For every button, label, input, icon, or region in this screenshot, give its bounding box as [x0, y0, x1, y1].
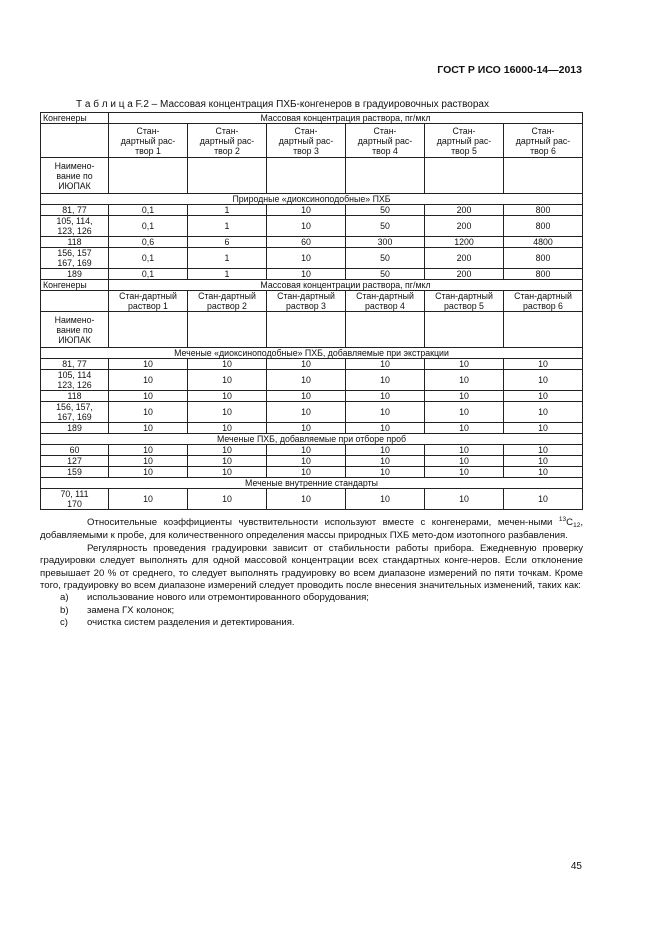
- congener-label: 81, 77: [41, 359, 109, 370]
- iupac-name-label: Наимено- вание по ИЮПАК: [41, 158, 109, 194]
- concentration-value: 10: [425, 467, 504, 478]
- congeners-header: Конгенеры: [41, 280, 109, 291]
- concentration-value: 10: [504, 489, 583, 510]
- page-number: 45: [570, 861, 582, 872]
- congener-label: 127: [41, 456, 109, 467]
- concentration-value: 200: [425, 205, 504, 216]
- concentration-value: 10: [504, 391, 583, 402]
- concentration-value: 10: [188, 456, 267, 467]
- concentration-value: 10: [109, 489, 188, 510]
- column-header-row: [41, 124, 583, 158]
- concentration-value: 10: [109, 370, 188, 391]
- list-marker: a): [60, 592, 69, 604]
- standard-solution-header: Стан-дартный раствор 1: [109, 291, 188, 312]
- concentration-value: 10: [425, 359, 504, 370]
- empty-cell: [504, 312, 583, 348]
- concentration-value: 10: [504, 359, 583, 370]
- iupac-row: [41, 158, 583, 194]
- concentration-value: 10: [109, 456, 188, 467]
- change-list: [40, 592, 583, 629]
- body-text: [40, 517, 583, 630]
- concentration-value: 10: [425, 370, 504, 391]
- table-row: [41, 467, 583, 478]
- concentration-value: 10: [504, 445, 583, 456]
- standard-solution-header: Стан-дартный раствор 4: [346, 291, 425, 312]
- concentration-value: 10: [346, 402, 425, 423]
- concentration-value: 10: [504, 423, 583, 434]
- congener-label: 118: [41, 237, 109, 248]
- concentration-value: 10: [267, 467, 346, 478]
- concentration-value: 60: [267, 237, 346, 248]
- concentration-value: 10: [188, 423, 267, 434]
- concentration-value: 10: [346, 445, 425, 456]
- concentration-value: 10: [267, 423, 346, 434]
- standard-solution-header: Стан-дартный раствор 2: [188, 291, 267, 312]
- congener-label: 156, 157, 167, 169: [41, 402, 109, 423]
- concentration-value: 1: [188, 216, 267, 237]
- concentration-value: 10: [109, 359, 188, 370]
- table-row: [41, 248, 583, 269]
- concentration-value: 50: [346, 216, 425, 237]
- concentration-value: 10: [188, 467, 267, 478]
- standard-solution-header: Стан- дартный рас- твор 3: [267, 124, 346, 158]
- standard-solution-header: Стан-дартный раствор 5: [425, 291, 504, 312]
- concentration-value: 10: [109, 402, 188, 423]
- concentration-value: 10: [425, 423, 504, 434]
- concentration-value: 800: [504, 205, 583, 216]
- empty-cell: [425, 158, 504, 194]
- concentration-value: 10: [267, 489, 346, 510]
- concentration-value: 10: [504, 370, 583, 391]
- empty-cell: [188, 312, 267, 348]
- congener-label: 156, 157 167, 169: [41, 248, 109, 269]
- column-header-row: [41, 291, 583, 312]
- section-row: [41, 434, 583, 445]
- standard-solution-header: Стан-дартный раствор 3: [267, 291, 346, 312]
- concentration-value: 10: [425, 402, 504, 423]
- standard-solution-header: Стан-дартный раствор 6: [504, 291, 583, 312]
- paragraph-1: Относительные коэффициенты чувствительности используют вместе с конгенерами, мечен-ными $^{13}С_{12}$, добавляемыми к пробе, для количественного определения массы природных ПХБ мето-дом изотопного разбавления.: [40, 516, 583, 542]
- concentration-value: 10: [346, 359, 425, 370]
- blank-header-cell: [41, 291, 109, 312]
- concentration-value: 1: [188, 269, 267, 280]
- section-title: Меченые «диоксиноподобные» ПХБ, добавляемые при экстракции: [41, 348, 583, 359]
- concentration-value: 10: [188, 370, 267, 391]
- concentration-group-header: Массовая концентрация раствора, пг/мкл: [109, 113, 583, 124]
- empty-cell: [109, 312, 188, 348]
- table-row: [41, 423, 583, 434]
- concentration-value: 200: [425, 248, 504, 269]
- concentration-value: 10: [109, 467, 188, 478]
- concentration-value: 1200: [425, 237, 504, 248]
- concentration-value: 10: [267, 370, 346, 391]
- concentration-value: 10: [346, 391, 425, 402]
- section-row: [41, 478, 583, 489]
- iupac-name-label: Наимено- вание по ИЮПАК: [41, 312, 109, 348]
- concentration-value: 10: [425, 456, 504, 467]
- table-row: [41, 216, 583, 237]
- concentration-value: 10: [267, 359, 346, 370]
- concentration-value: 0,1: [109, 216, 188, 237]
- concentration-value: 10: [188, 359, 267, 370]
- table-row: [41, 359, 583, 370]
- congener-label: 189: [41, 269, 109, 280]
- concentration-value: 10: [425, 391, 504, 402]
- concentration-value: 10: [109, 423, 188, 434]
- concentration-value: 10: [188, 489, 267, 510]
- table-row: [41, 489, 583, 510]
- empty-cell: [267, 158, 346, 194]
- concentration-value: 50: [346, 205, 425, 216]
- concentration-value: 300: [346, 237, 425, 248]
- standard-solution-header: Стан- дартный рас- твор 6: [504, 124, 583, 158]
- standard-solution-header: Стан- дартный рас- твор 4: [346, 124, 425, 158]
- concentration-value: 0,6: [109, 237, 188, 248]
- concentration-group-header: Массовая концентрации раствора, пг/мкл: [109, 280, 583, 291]
- empty-cell: [346, 312, 425, 348]
- standard-solution-header: Стан- дартный рас- твор 2: [188, 124, 267, 158]
- congener-label: 105, 114, 123, 126: [41, 216, 109, 237]
- concentration-value: 10: [267, 391, 346, 402]
- concentration-value: 200: [425, 269, 504, 280]
- list-marker: b): [60, 604, 69, 616]
- concentration-value: 10: [267, 248, 346, 269]
- table-row: [41, 456, 583, 467]
- iupac-row: [41, 312, 583, 348]
- list-text: очистка систем разделения и детектирования.: [87, 617, 295, 629]
- congener-label: 189: [41, 423, 109, 434]
- list-item: [40, 605, 583, 617]
- section-title: Меченые внутренние стандарты: [41, 478, 583, 489]
- concentration-value: 10: [267, 269, 346, 280]
- empty-cell: [425, 312, 504, 348]
- standard-solution-header: Стан- дартный рас- твор 1: [109, 124, 188, 158]
- concentration-value: 10: [504, 467, 583, 478]
- congener-label: 105, 114 123, 126: [41, 370, 109, 391]
- table-row: [41, 205, 583, 216]
- standard-solution-header: Стан- дартный рас- твор 5: [425, 124, 504, 158]
- table-row: [41, 269, 583, 280]
- concentration-value: 50: [346, 248, 425, 269]
- section-title: Меченые ПХБ, добавляемые при отборе проб: [41, 434, 583, 445]
- section-row: [41, 348, 583, 359]
- concentration-value: 6: [188, 237, 267, 248]
- document-code: ГОСТ Р ИСО 16000-14—2013: [437, 64, 582, 76]
- concentration-value: 10: [267, 216, 346, 237]
- concentration-value: 10: [267, 445, 346, 456]
- concentration-value: 10: [267, 456, 346, 467]
- congener-label: 159: [41, 467, 109, 478]
- table-row: [41, 370, 583, 391]
- table-caption: Т а б л и ц а F.2 – Массовая концентрация ПХБ-конгенеров в градуировочных растворах: [76, 99, 489, 110]
- congener-label: 60: [41, 445, 109, 456]
- concentration-value: 800: [504, 269, 583, 280]
- list-text: замена ГХ колонок;: [87, 604, 175, 616]
- list-text: использование нового или отремонтированного оборудования;: [87, 592, 369, 604]
- section-row: [41, 194, 583, 205]
- congeners-header: Конгенеры: [41, 113, 109, 124]
- paragraph-2: Регулярность проведения градуировки зависит от стабильности работы прибора. Ежедневную проверку градуировки следует выполнять для одной массовой концентрации всех стандартных конге-неров. Если отклонение превышает 20 % от среднего, то следует выполнять градуировку во всем диапазоне измерений по пяти точкам. Кроме того, градуировку во всем диапазоне измерений следует проводить после внесения значительных изменений, таких как:: [40, 542, 583, 592]
- concentration-value: 0,1: [109, 205, 188, 216]
- concentration-value: 10: [346, 489, 425, 510]
- concentration-value: 10: [109, 391, 188, 402]
- concentration-value: 4800: [504, 237, 583, 248]
- concentration-value: 10: [346, 467, 425, 478]
- congener-label: 70, 111 170: [41, 489, 109, 510]
- concentration-value: 10: [188, 391, 267, 402]
- concentration-value: 10: [346, 423, 425, 434]
- concentration-value: 200: [425, 216, 504, 237]
- concentration-value: 1: [188, 205, 267, 216]
- concentration-value: 0,1: [109, 248, 188, 269]
- concentration-value: 10: [504, 456, 583, 467]
- concentration-value: 10: [346, 370, 425, 391]
- congener-label: 118: [41, 391, 109, 402]
- concentration-value: 10: [267, 402, 346, 423]
- congener-label: 81, 77: [41, 205, 109, 216]
- empty-cell: [267, 312, 346, 348]
- empty-cell: [188, 158, 267, 194]
- table-row: [41, 445, 583, 456]
- concentration-value: 10: [267, 205, 346, 216]
- list-item: [40, 617, 583, 629]
- concentration-value: 10: [346, 456, 425, 467]
- concentration-value: 50: [346, 269, 425, 280]
- concentration-value: 800: [504, 248, 583, 269]
- concentration-value: 0,1: [109, 269, 188, 280]
- header-row: [41, 113, 583, 124]
- calibration-table: [40, 112, 583, 510]
- concentration-value: 10: [109, 445, 188, 456]
- section-title: Природные «диоксиноподобные» ПХБ: [41, 194, 583, 205]
- list-marker: c): [60, 617, 68, 629]
- concentration-value: 800: [504, 216, 583, 237]
- concentration-value: 1: [188, 248, 267, 269]
- table-row: [41, 237, 583, 248]
- blank-header-cell: [41, 124, 109, 158]
- concentration-value: 10: [425, 445, 504, 456]
- header-row: [41, 280, 583, 291]
- concentration-value: 10: [188, 402, 267, 423]
- list-item: [40, 592, 583, 604]
- empty-cell: [346, 158, 425, 194]
- empty-cell: [109, 158, 188, 194]
- empty-cell: [504, 158, 583, 194]
- concentration-value: 10: [188, 445, 267, 456]
- table-row: [41, 402, 583, 423]
- table-row: [41, 391, 583, 402]
- concentration-value: 10: [425, 489, 504, 510]
- concentration-value: 10: [504, 402, 583, 423]
